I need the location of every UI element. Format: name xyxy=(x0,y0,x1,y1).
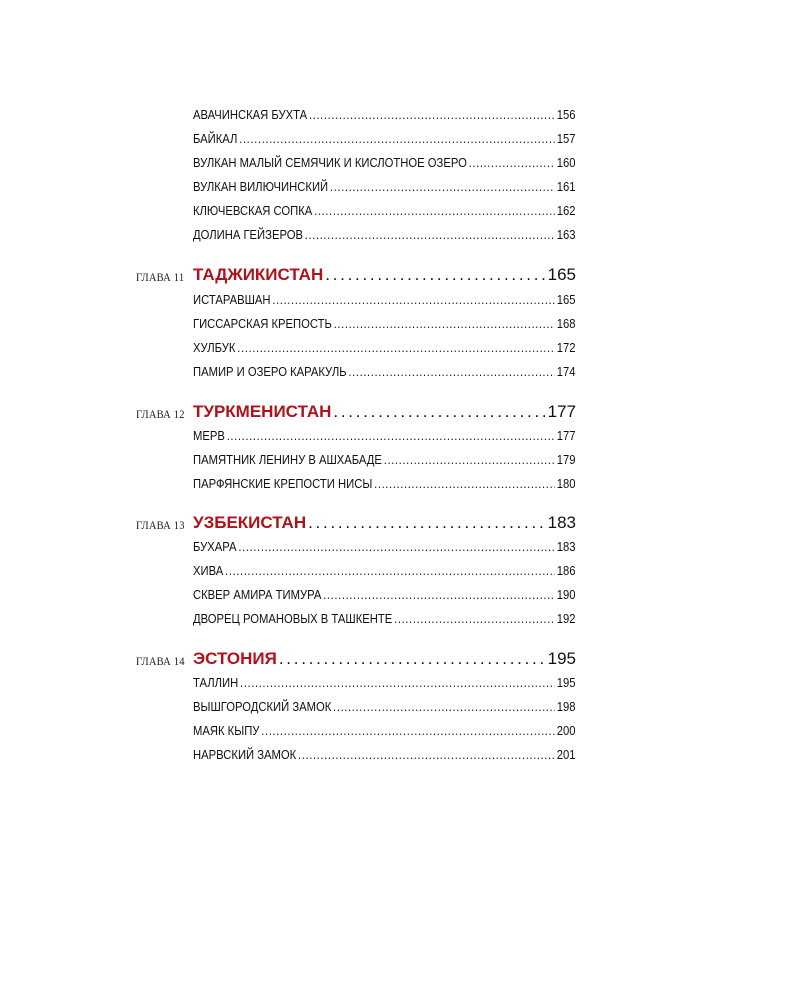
toc-entry[interactable] xyxy=(193,612,576,626)
chapter-label: ГЛАВА 11 xyxy=(136,270,185,284)
toc-entry[interactable] xyxy=(193,588,576,602)
chapter-heading[interactable] xyxy=(193,265,576,285)
dot-leader xyxy=(240,676,555,690)
entry-page-number: 200 xyxy=(556,724,576,738)
toc-entry[interactable] xyxy=(193,429,576,443)
entry-title: ВУЛКАН ВИЛЮЧИНСКИЙ xyxy=(193,180,329,194)
toc-entry[interactable] xyxy=(193,477,576,491)
dot-leader xyxy=(239,132,555,146)
entry-page-number: 168 xyxy=(556,317,576,331)
chapter-label: ГЛАВА 13 xyxy=(136,518,185,532)
entry-title: БАЙКАЛ xyxy=(193,132,238,146)
entry-page-number: 160 xyxy=(556,156,576,170)
entry-title: ПАРФЯНСКИЕ КРЕПОСТИ НИСЫ xyxy=(193,477,373,491)
entry-page-number: 183 xyxy=(556,540,576,554)
entry-title: ПАМЯТНИК ЛЕНИНУ В АШХАБАДЕ xyxy=(193,453,382,467)
chapter-label: ГЛАВА 14 xyxy=(136,654,185,668)
toc-entry[interactable] xyxy=(193,453,576,467)
chapter-page-number: 195 xyxy=(547,649,576,668)
dot-leader xyxy=(227,429,555,443)
toc-entry[interactable] xyxy=(193,341,576,355)
entry-page-number: 180 xyxy=(556,477,576,491)
toc-entry[interactable] xyxy=(193,540,576,554)
entry-page-number: 177 xyxy=(556,429,576,443)
entry-page-number: 192 xyxy=(556,612,576,626)
entry-page-number: 174 xyxy=(556,365,576,379)
dot-leader xyxy=(330,180,555,194)
toc-entry[interactable] xyxy=(193,293,576,307)
entry-title: ПАМИР И ОЗЕРО КАРАКУЛЬ xyxy=(193,365,347,379)
dot-leader xyxy=(334,317,555,331)
entry-page-number: 186 xyxy=(556,564,576,578)
entry-title: КЛЮЧЕВСКАЯ СОПКА xyxy=(193,204,313,218)
dot-leader xyxy=(314,204,555,218)
toc-entry[interactable] xyxy=(193,365,576,379)
chapter-page-number: 165 xyxy=(547,265,576,284)
entry-page-number: 162 xyxy=(556,204,576,218)
dot-leader xyxy=(374,477,555,491)
entry-title: СКВЕР АМИРА ТИМУРА xyxy=(193,588,322,602)
dot-leader xyxy=(333,700,555,714)
chapter-label: ГЛАВА 12 xyxy=(136,407,185,421)
toc-entry[interactable] xyxy=(193,204,576,218)
dot-leader xyxy=(261,724,555,738)
entry-page-number: 179 xyxy=(556,453,576,467)
toc-entry[interactable] xyxy=(193,724,576,738)
entry-title: МЕРВ xyxy=(193,429,225,443)
entry-page-number: 163 xyxy=(556,228,576,242)
entry-title: НАРВСКИЙ ЗАМОК xyxy=(193,748,297,762)
entry-title: ДОЛИНА ГЕЙЗЕРОВ xyxy=(193,228,303,242)
dot-leader xyxy=(333,402,545,422)
chapter-title: ТАДЖИКИСТАН xyxy=(193,265,324,284)
toc-entry[interactable] xyxy=(193,676,576,690)
toc-entry[interactable] xyxy=(193,132,576,146)
dot-leader xyxy=(394,612,555,626)
toc-entry[interactable] xyxy=(193,156,576,170)
dot-leader xyxy=(279,649,546,669)
chapter-title: УЗБЕКИСТАН xyxy=(193,513,307,532)
dot-leader xyxy=(238,540,555,554)
entry-page-number: 161 xyxy=(556,180,576,194)
chapter-page-number: 183 xyxy=(547,513,576,532)
entry-title: АВАЧИНСКАЯ БУХТА xyxy=(193,108,308,122)
chapter-heading[interactable] xyxy=(193,513,576,533)
entry-title: ГИССАРСКАЯ КРЕПОСТЬ xyxy=(193,317,332,331)
entry-page-number: 156 xyxy=(556,108,576,122)
dot-leader xyxy=(298,748,555,762)
entry-page-number: 157 xyxy=(556,132,576,146)
dot-leader xyxy=(384,453,555,467)
toc-entry[interactable] xyxy=(193,108,576,122)
dot-leader xyxy=(323,588,555,602)
dot-leader xyxy=(308,513,546,533)
chapter-heading[interactable] xyxy=(193,649,576,669)
dot-leader xyxy=(272,293,555,307)
toc-entry[interactable] xyxy=(193,748,576,762)
chapter-title: ТУРКМЕНИСТАН xyxy=(193,402,332,421)
chapter-page-number: 177 xyxy=(547,402,576,421)
entry-page-number: 198 xyxy=(556,700,576,714)
entry-title: МАЯК КЫПУ xyxy=(193,724,260,738)
entry-title: ДВОРЕЦ РОМАНОВЫХ В ТАШКЕНТЕ xyxy=(193,612,393,626)
entry-page-number: 190 xyxy=(556,588,576,602)
dot-leader xyxy=(348,365,555,379)
toc-entry[interactable] xyxy=(193,180,576,194)
entry-title: ХИВА xyxy=(193,564,224,578)
entry-page-number: 195 xyxy=(556,676,576,690)
entry-title: БУХАРА xyxy=(193,540,237,554)
dot-leader xyxy=(305,228,555,242)
dot-leader xyxy=(325,265,545,285)
dot-leader xyxy=(469,156,555,170)
entry-page-number: 165 xyxy=(556,293,576,307)
entry-page-number: 172 xyxy=(556,341,576,355)
chapter-title: ЭСТОНИЯ xyxy=(193,649,277,668)
entry-title: ХУЛБУК xyxy=(193,341,236,355)
dot-leader xyxy=(309,108,555,122)
toc-entry[interactable] xyxy=(193,564,576,578)
toc-entry[interactable] xyxy=(193,700,576,714)
dot-leader xyxy=(237,341,555,355)
dot-leader xyxy=(225,564,555,578)
entry-title: ВУЛКАН МАЛЫЙ СЕМЯЧИК И КИСЛОТНОЕ ОЗЕРО xyxy=(193,156,467,170)
entry-title: ТАЛЛИН xyxy=(193,676,239,690)
chapter-heading[interactable] xyxy=(193,402,576,422)
toc-entry[interactable] xyxy=(193,317,576,331)
entry-title: ИСТАРАВШАН xyxy=(193,293,271,307)
entry-title: ВЫШГОРОДСКИЙ ЗАМОК xyxy=(193,700,332,714)
toc-entry[interactable] xyxy=(193,228,576,242)
entry-page-number: 201 xyxy=(556,748,576,762)
